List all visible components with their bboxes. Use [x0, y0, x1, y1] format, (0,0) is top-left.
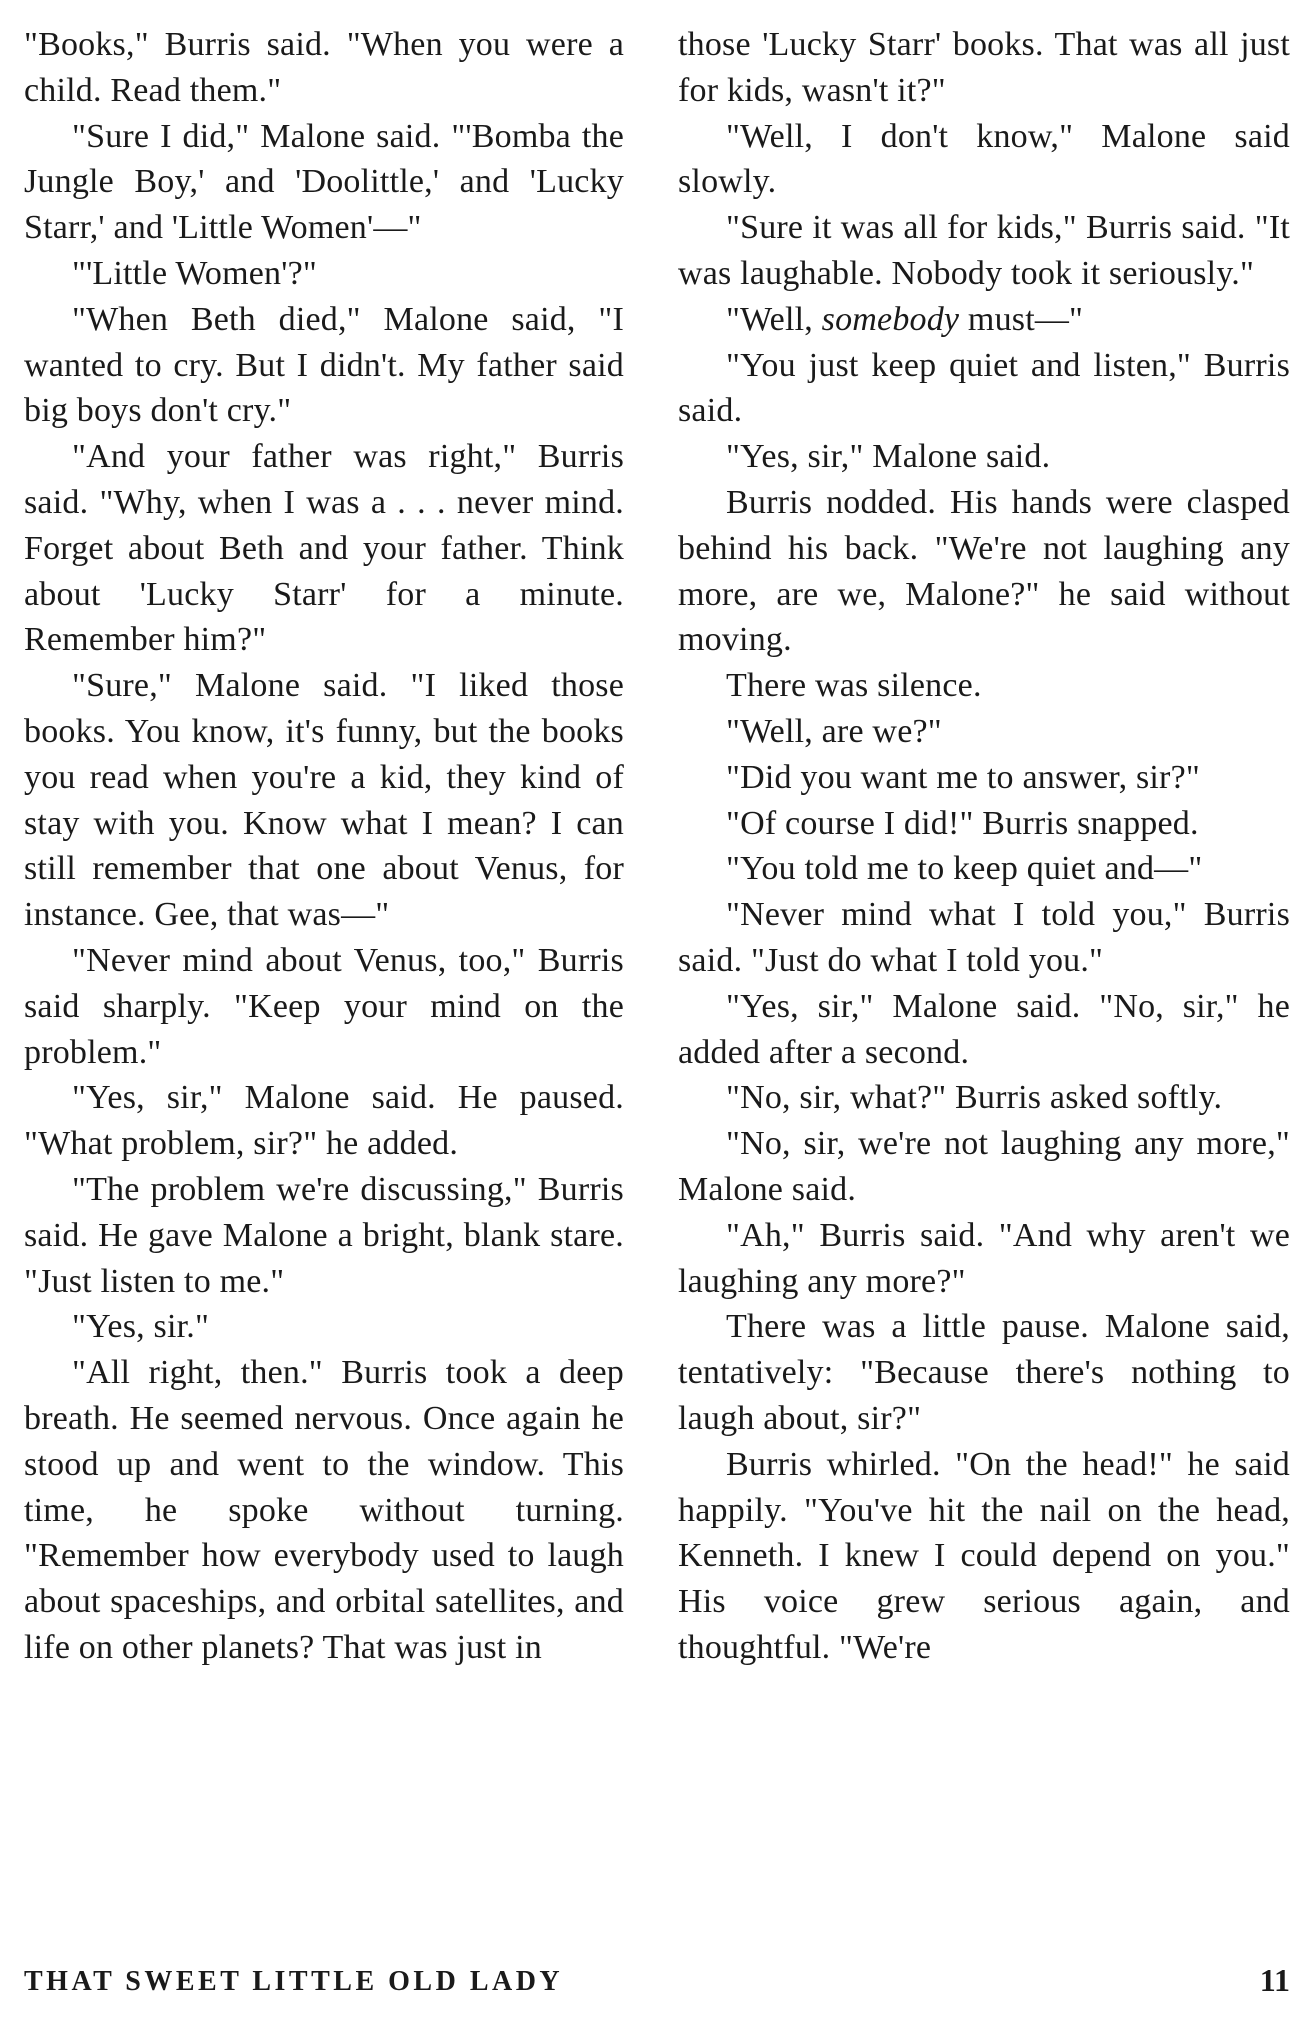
paragraph: "Yes, sir," Malone said. He paused. "What problem, sir?" he added. [24, 1079, 624, 1163]
paragraph: "The problem we're discussing," Burris said. He gave Malone a bright, blank stare. "Just listen to me." [24, 1170, 624, 1300]
paragraph: "'Little Women'?" [72, 254, 317, 292]
paragraph: "Sure," Malone said. "I liked those books. You know, it's funny, but the books you read when you're a kid, they kind of stay with you. Know what I mean? I can still remember that one about Venus, for instance. Gee, that was—" [24, 667, 624, 934]
paragraph: "When Beth died," Malone said, "I wanted to cry. But I didn't. My father said big boys don't cry." [24, 300, 624, 430]
paragraph: "Well, are we?" [726, 712, 942, 750]
paragraph: "Sure I did," Malone said. "'Bomba the Jungle Boy,' and 'Doolittle,' and 'Lucky Starr,' and 'Little Women'—" [24, 117, 624, 247]
paragraph: "You just keep quiet and listen," Burris said. [678, 346, 1290, 430]
paragraph: "Well, I don't know," Malone said slowly. [678, 117, 1290, 201]
paragraph: "Books," Burris said. "When you were a child. Read them." [24, 26, 624, 109]
paragraph: Burris nodded. His hands were clasped behind his back. "We're not laughing any more, are we, Malone?" he said without moving. [678, 483, 1290, 659]
paragraph: "Never mind what I told you," Burris said. "Just do what I told you." [678, 896, 1290, 979]
left-column [24, 22, 624, 1671]
paragraph: Burris whirled. "On the head!" he said happily. "You've hit the nail on the head, Kenneth. I knew I could depend on you." His voice grew serious again, and thoughtful. "We're [678, 1445, 1290, 1666]
paragraph: those 'Lucky Starr' books. That was all just for kids, wasn't it?" [678, 26, 1290, 109]
paragraph: "You told me to keep quiet and—" [726, 850, 1203, 888]
paragraph: "And your father was right," Burris said. "Why, when I was a . . . never mind. Forget about Beth and your father. Think about 'Lucky Starr' for a minute. Remember him?" [24, 438, 624, 659]
paragraph: "Of course I did!" Burris snapped. [726, 804, 1199, 842]
paragraph: "All right, then." Burris took a deep breath. He seemed nervous. Once again he stood up and went to the window. This time, he spoke without turning. "Remember how everybody used to laugh about spaceships, and orbital satellites, and life on other planets? That was just in [24, 1354, 624, 1666]
paragraph: "Yes, sir," Malone said. "No, sir," he added after a second. [678, 987, 1290, 1071]
page-number: 11 [1259, 1962, 1290, 1998]
paragraph: There was a little pause. Malone said, tentatively: "Because there's nothing to laugh about, sir?" [678, 1308, 1290, 1437]
paragraph: There was silence. [726, 667, 982, 705]
right-column [678, 22, 1290, 1671]
paragraph: "Yes, sir," Malone said. [726, 438, 1051, 476]
paragraph: "Sure it was all for kids," Burris said. "It was laughable. Nobody took it seriously." [678, 209, 1290, 292]
paragraph: "No, sir, we're not laughing any more," Malone said. [678, 1125, 1290, 1208]
paragraph: "No, sir, what?" Burris asked softly. [726, 1079, 1223, 1117]
page-footer [24, 1962, 1290, 2006]
paragraph: "Ah," Burris said. "And why aren't we laughing any more?" [678, 1216, 1290, 1300]
paragraph: "Did you want me to answer, sir?" [726, 758, 1200, 796]
paragraph: "Well, somebody must—" [726, 300, 1084, 338]
paragraph: "Never mind about Venus, too," Burris said sharply. "Keep your mind on the problem." [24, 941, 624, 1071]
running-title: THAT SWEET LITTLE OLD LADY [24, 1966, 564, 1997]
paragraph: "Yes, sir." [72, 1308, 210, 1346]
